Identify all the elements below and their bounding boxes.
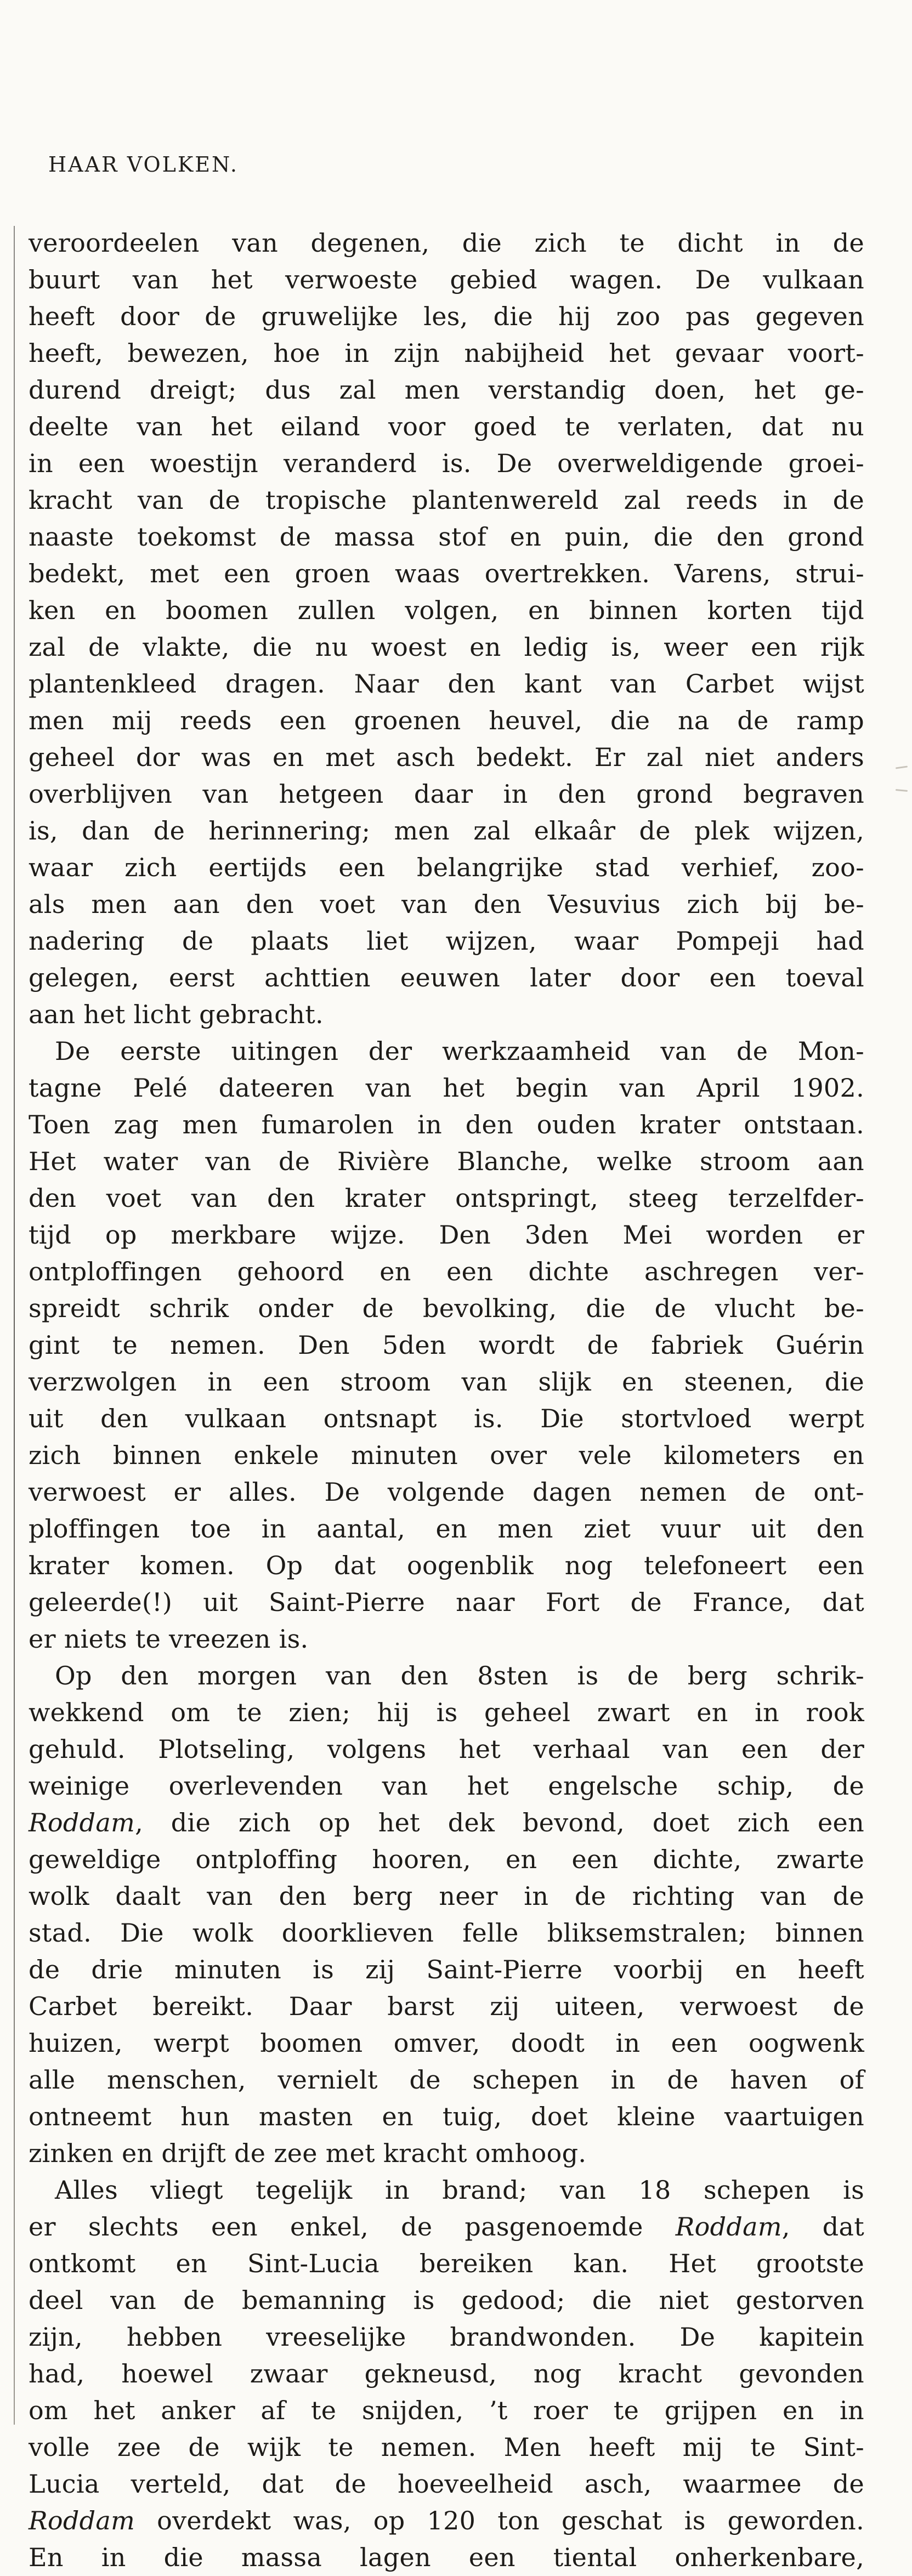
text-line bbox=[29, 335, 864, 372]
text-line bbox=[29, 1143, 864, 1180]
text-line bbox=[29, 886, 864, 923]
text-line bbox=[29, 702, 864, 739]
text-line bbox=[29, 996, 864, 1033]
text-segment: geweldige ontploffing hooren, en een dichte, zwarte bbox=[29, 1845, 864, 1874]
italic-text: Roddam bbox=[675, 2212, 782, 2242]
text-segment: Lucia verteld, dat de hoeveelheid asch, waarmee de bbox=[29, 2469, 864, 2499]
text-segment: Op den morgen van den 8sten is de berg schrik- bbox=[55, 1661, 864, 1690]
text-line bbox=[29, 2062, 864, 2098]
text-segment: ploffingen toe in aantal, en men ziet vuur uit den bbox=[29, 1514, 864, 1544]
text-line bbox=[29, 1217, 864, 1253]
text-segment: Het water van de Rivière Blanche, welke stroom aan bbox=[29, 1147, 864, 1176]
text-segment: En in die massa lagen een tiental onherkenbare, bbox=[29, 2543, 864, 2572]
text-segment: stad. Die wolk doorklieven felle bliksemstralen; binnen bbox=[29, 1918, 864, 1948]
text-line bbox=[29, 666, 864, 702]
text-line bbox=[29, 1805, 864, 1841]
text-line bbox=[29, 482, 864, 519]
left-margin-rule bbox=[14, 226, 15, 2425]
text-line bbox=[29, 776, 864, 813]
text-line bbox=[29, 1511, 864, 1547]
text-line bbox=[29, 1290, 864, 1327]
text-segment: plantenkleed dragen. Naar den kant van Carbet wijst bbox=[29, 669, 864, 699]
text-segment: De eerste uitingen der werkzaamheid van de Mon- bbox=[55, 1036, 864, 1066]
text-line bbox=[29, 1841, 864, 1878]
text-line bbox=[29, 2245, 864, 2282]
text-segment: alle menschen, vernielt de schepen in de haven of bbox=[29, 2065, 864, 2095]
text-line bbox=[29, 298, 864, 335]
text-line bbox=[29, 519, 864, 555]
text-line bbox=[29, 1253, 864, 1290]
text-segment: zich binnen enkele minuten over vele kilometers en bbox=[29, 1440, 864, 1470]
text-segment: durend dreigt; dus zal men verstandig doen, het ge- bbox=[29, 375, 864, 405]
text-line bbox=[29, 1731, 864, 1768]
text-segment: geheel dor was en met asch bedekt. Er zal niet anders bbox=[29, 742, 864, 772]
text-segment: de drie minuten is zij Saint-Pierre voorbij en heeft bbox=[29, 1955, 864, 1984]
text-line bbox=[29, 1437, 864, 1474]
text-segment: heeft, bewezen, hoe in zijn nabijheid het gevaar voort- bbox=[29, 338, 864, 368]
text-segment: zal de vlakte, die nu woest en ledig is, weer een rijk bbox=[29, 632, 864, 662]
text-line bbox=[29, 1658, 864, 1694]
text-segment: gelegen, eerst achttien eeuwen later door een toeval bbox=[29, 963, 864, 992]
text-segment: zinken en drijft de zee met kracht omhoog. bbox=[29, 2138, 587, 2168]
text-segment: nadering de plaats liet wijzen, waar Pompeji had bbox=[29, 926, 864, 956]
text-segment: er slechts een enkel, de pasgenoemde bbox=[29, 2212, 676, 2242]
text-segment: overdekt was, op 120 ton geschat is geworden. bbox=[135, 2506, 864, 2535]
text-segment: ken en boomen zullen volgen, en binnen korten tijd bbox=[29, 595, 864, 625]
text-segment: er niets te vreezen is. bbox=[29, 1624, 309, 1654]
text-line bbox=[29, 1694, 864, 1731]
text-line bbox=[29, 1988, 864, 2025]
text-line bbox=[29, 1768, 864, 1805]
text-line bbox=[29, 923, 864, 960]
text-segment: kracht van de tropische plantenwereld zal reeds in de bbox=[29, 485, 864, 515]
text-segment: den voet van den krater ontspringt, steeg terzelfder- bbox=[29, 1183, 864, 1213]
text-segment: uit den vulkaan ontsnapt is. Die stortvloed werpt bbox=[29, 1404, 864, 1433]
text-line bbox=[29, 2098, 864, 2135]
text-segment: overblijven van hetgeen daar in den grond begraven bbox=[29, 779, 864, 809]
text-segment: wolk daalt van den berg neer in de richting van de bbox=[29, 1881, 864, 1911]
paragraph bbox=[29, 1033, 864, 1658]
italic-text: Roddam bbox=[29, 1808, 135, 1837]
text-line bbox=[29, 2392, 864, 2429]
text-line bbox=[29, 2025, 864, 2062]
text-line bbox=[29, 1364, 864, 1400]
text-line bbox=[29, 2503, 864, 2539]
text-line bbox=[29, 262, 864, 298]
text-line bbox=[29, 629, 864, 666]
text-line bbox=[29, 1547, 864, 1584]
text-segment: gehuld. Plotseling, volgens het verhaal van een der bbox=[29, 1734, 864, 1764]
text-line bbox=[29, 225, 864, 262]
text-segment: aan het licht gebracht. bbox=[29, 1000, 324, 1029]
text-segment: krater komen. Op dat oogenblik nog telefoneert een bbox=[29, 1551, 864, 1580]
text-segment: verwoest er alles. De volgende dagen nemen de ont- bbox=[29, 1477, 864, 1507]
margin-mark bbox=[896, 765, 908, 769]
text-segment: naaste toekomst de massa stof en puin, die den grond bbox=[29, 522, 864, 552]
text-line bbox=[29, 2135, 864, 2172]
text-segment: veroordeelen van degenen, die zich te dicht in de bbox=[29, 228, 864, 258]
text-segment: om het anker af te snijden, ’t roer te grijpen en in bbox=[29, 2396, 864, 2425]
text-line bbox=[29, 1621, 864, 1658]
text-segment: heeft door de gruwelijke les, die hij zoo pas gegeven bbox=[29, 302, 864, 331]
text-line bbox=[29, 1070, 864, 1107]
text-segment: ontploffingen gehoord en een dichte aschregen ver- bbox=[29, 1257, 864, 1286]
text-segment: , dat bbox=[781, 2212, 865, 2242]
text-segment: ontneemt hun masten en tuig, doet kleine vaartuigen bbox=[29, 2102, 864, 2131]
page-header: HAAR VOLKEN. bbox=[48, 152, 239, 177]
text-segment: ontkomt en Sint-Lucia bereiken kan. Het grootste bbox=[29, 2249, 864, 2278]
text-segment: geleerde(!) uit Saint-Pierre naar Fort de France, dat bbox=[29, 1587, 864, 1617]
text-line bbox=[29, 1107, 864, 1143]
text-segment: bedekt, met een groen waas overtrekken. Varens, strui- bbox=[29, 559, 864, 588]
text-line bbox=[29, 2429, 864, 2466]
text-line bbox=[29, 2209, 864, 2245]
text-line bbox=[29, 592, 864, 629]
text-segment: Carbet bereikt. Daar barst zij uiteen, verwoest de bbox=[29, 1991, 864, 2021]
text-line bbox=[29, 1327, 864, 1364]
text-segment: gint te nemen. Den 5den wordt de fabriek Guérin bbox=[29, 1330, 864, 1360]
text-segment: is, dan de herinnering; men zal elkaâr de plek wijzen, bbox=[29, 816, 864, 846]
text-segment: wekkend om te zien; hij is geheel zwart en in rook bbox=[29, 1698, 864, 1727]
text-line bbox=[29, 2539, 864, 2576]
text-segment: deelte van het eiland voor goed te verlaten, dat nu bbox=[29, 412, 864, 441]
text-line bbox=[29, 2466, 864, 2503]
text-segment: men mij reeds een groenen heuvel, die na de ramp bbox=[29, 706, 864, 735]
text-line bbox=[29, 1180, 864, 1217]
text-line bbox=[29, 1951, 864, 1988]
italic-text: Roddam bbox=[29, 2506, 135, 2535]
text-line bbox=[29, 372, 864, 408]
text-line bbox=[29, 555, 864, 592]
text-line bbox=[29, 1474, 864, 1511]
text-line bbox=[29, 960, 864, 996]
text-segment: verzwolgen in een stroom van slijk en steenen, die bbox=[29, 1367, 864, 1397]
text-line bbox=[29, 813, 864, 849]
text-line bbox=[29, 739, 864, 776]
text-line bbox=[29, 1033, 864, 1070]
paragraph bbox=[29, 225, 864, 1033]
text-segment: had, hoewel zwaar gekneusd, nog kracht gevonden bbox=[29, 2359, 864, 2388]
text-segment: volle zee de wijk te nemen. Men heeft mij te Sint- bbox=[29, 2432, 864, 2462]
text-line bbox=[29, 408, 864, 445]
text-segment: weinige overlevenden van het engelsche schip, de bbox=[29, 1771, 864, 1801]
text-segment: buurt van het verwoeste gebied wagen. De vulkaan bbox=[29, 265, 864, 294]
text-segment: waar zich eertijds een belangrijke stad verhief, zoo- bbox=[29, 853, 864, 882]
text-segment: spreidt schrik onder de bevolking, die de vlucht be- bbox=[29, 1293, 864, 1323]
paragraph bbox=[29, 2172, 864, 2576]
text-segment: , die zich op het dek bevond, doet zich een bbox=[135, 1808, 864, 1837]
text-block bbox=[29, 225, 864, 2576]
text-line bbox=[29, 849, 864, 886]
text-segment: als men aan den voet van den Vesuvius zich bij be- bbox=[29, 889, 864, 919]
text-line bbox=[29, 2282, 864, 2319]
text-line bbox=[29, 1584, 864, 1621]
text-segment: zijn, hebben vreeselijke brandwonden. De kapitein bbox=[29, 2322, 864, 2352]
text-segment: Toen zag men fumarolen in den ouden krater ontstaan. bbox=[29, 1110, 864, 1139]
paragraph bbox=[29, 1658, 864, 2172]
text-segment: deel van de bemanning is gedood; die niet gestorven bbox=[29, 2285, 864, 2315]
text-line bbox=[29, 2319, 864, 2356]
text-segment: tagne Pelé dateeren van het begin van April 1902. bbox=[29, 1073, 864, 1103]
text-line bbox=[29, 2172, 864, 2209]
text-line bbox=[29, 1878, 864, 1915]
text-line bbox=[29, 445, 864, 482]
text-segment: in een woestijn veranderd is. De overweldigende groei- bbox=[29, 449, 864, 478]
text-line bbox=[29, 1915, 864, 1951]
text-line bbox=[29, 1400, 864, 1437]
text-segment: Alles vliegt tegelijk in brand; van 18 schepen is bbox=[55, 2175, 864, 2205]
text-segment: tijd op merkbare wijze. Den 3den Mei worden er bbox=[29, 1220, 864, 1250]
margin-mark bbox=[896, 789, 908, 792]
text-segment: huizen, werpt boomen omver, doodt in een oogwenk bbox=[29, 2028, 864, 2058]
text-line bbox=[29, 2356, 864, 2392]
